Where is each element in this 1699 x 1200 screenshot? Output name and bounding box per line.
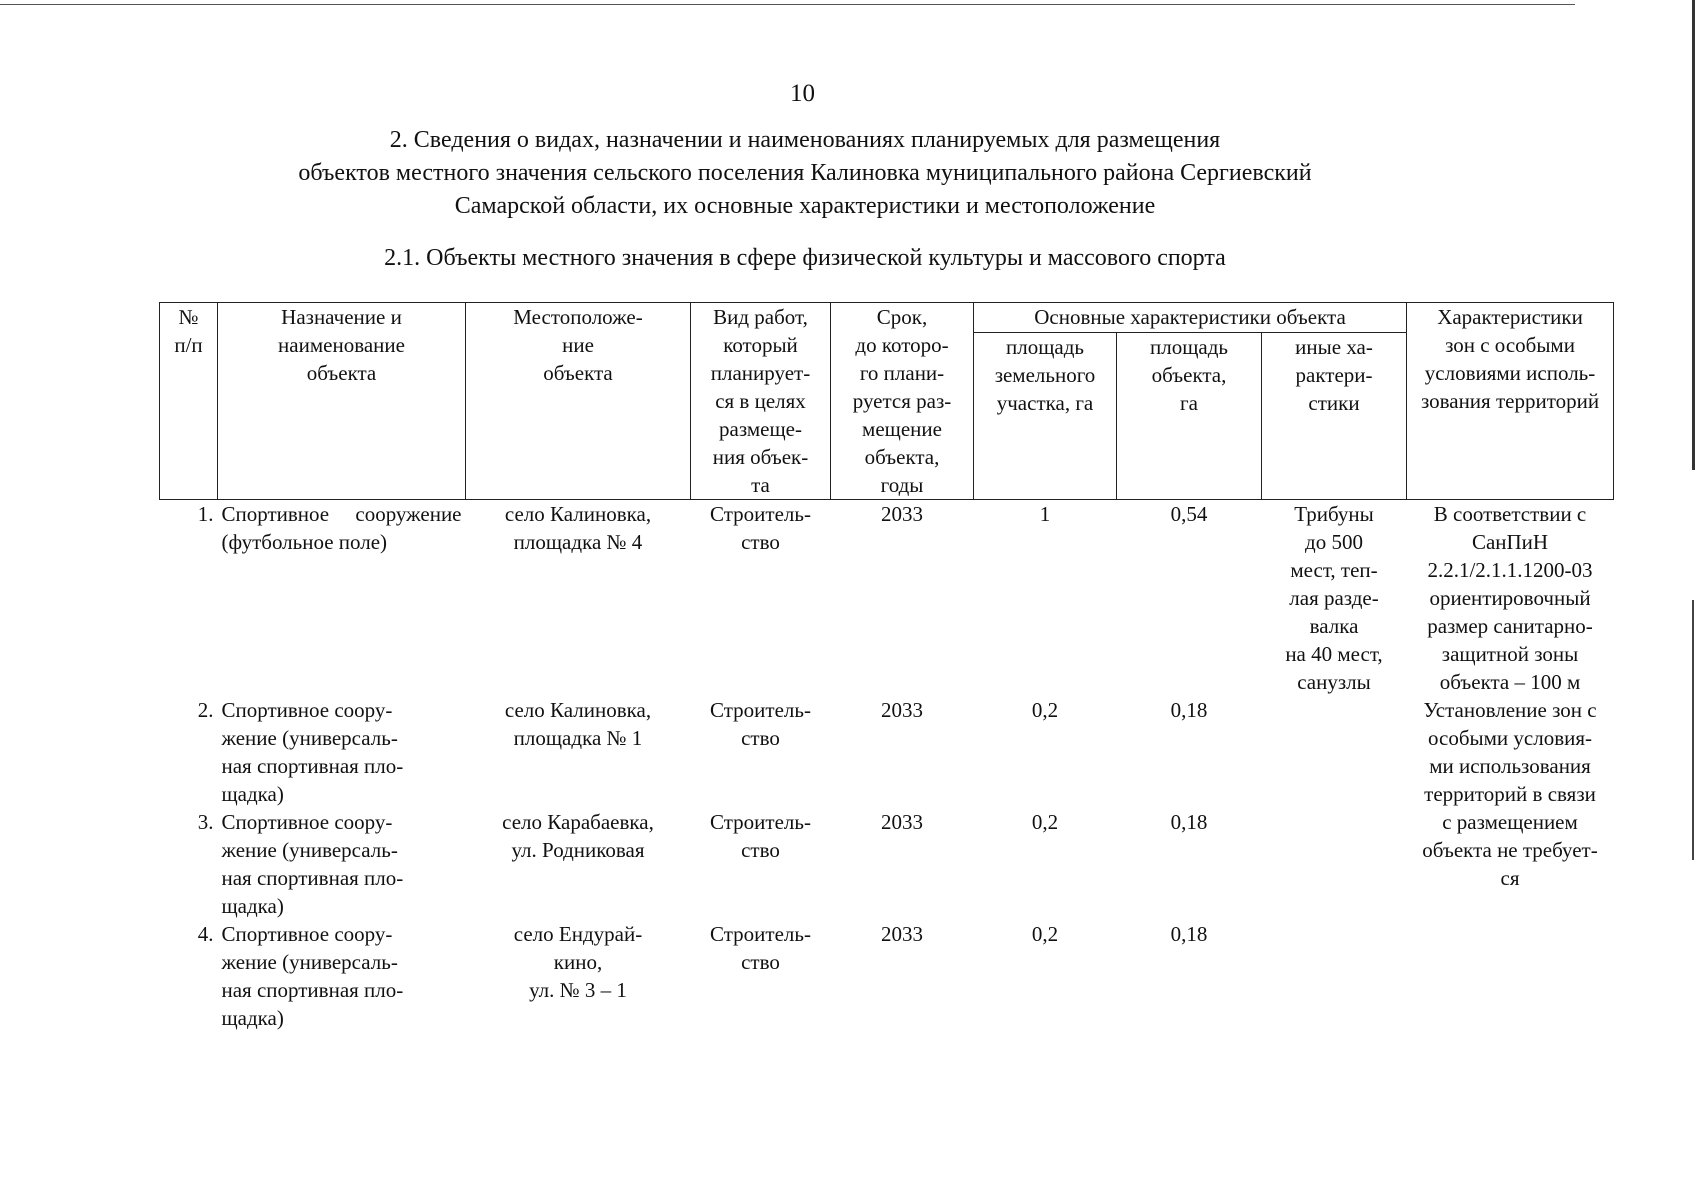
header-other-characteristics: иные ха- рактери- стики xyxy=(1262,333,1407,500)
row-num: 1. xyxy=(197,502,214,526)
header-land-area: площадь земельного участка, га xyxy=(974,333,1117,500)
row-location: село Калиновка, площадка № 4 xyxy=(504,502,652,554)
row-object-area: 0,54 xyxy=(1170,502,1208,526)
page-number: 10 xyxy=(790,80,815,107)
row-location: село Калиновка, площадка № 1 xyxy=(504,698,652,750)
row-land-area: 1 xyxy=(1039,502,1051,526)
row-zones: Установление зон с особыми условия- ми использования территорий в связи с размещением объекта не требует- ся xyxy=(1422,698,1598,890)
row-other-characteristics xyxy=(1262,920,1407,1032)
row-deadline: 2033 xyxy=(881,922,923,946)
row-other-characteristics: Трибуны до 500 мест, теп- лая разде- валка на 40 мест, санузлы xyxy=(1285,502,1383,694)
table-row xyxy=(160,500,1614,697)
header-object-area: площадь объекта, га xyxy=(1117,333,1262,500)
row-other-characteristics xyxy=(1262,696,1407,808)
table-row xyxy=(160,808,1614,920)
table-body xyxy=(160,500,1614,1033)
header-name: Назначение и наименование объекта xyxy=(218,303,466,500)
row-work-type: Строитель- ство xyxy=(710,922,811,974)
row-object-area: 0,18 xyxy=(1170,810,1208,834)
table-row xyxy=(160,696,1614,808)
section-title: 2. Сведения о видах, назначении и наименованиях планируемых для размещения объектов местного значения сельского поселения Калиновка муниципального района Сергиевский Самарской области, их основные характеристики и местоположение xyxy=(298,127,1312,219)
row-location: село Ендурай- кино, ул. № 3 – 1 xyxy=(513,922,643,1002)
row-land-area: 0,2 xyxy=(1031,810,1059,834)
objects-table xyxy=(159,302,1614,1032)
row-land-area: 0,2 xyxy=(1031,698,1059,722)
scan-edge-right xyxy=(1692,0,1695,470)
row-name: Спортивное сооружение (футбольное поле) xyxy=(221,502,462,554)
row-num: 4. xyxy=(197,922,214,946)
row-object-area: 0,18 xyxy=(1170,698,1208,722)
row-num: 2. xyxy=(197,698,214,722)
row-name: Спортивное соору- жение (универсаль- ная спортивная пло- щадка) xyxy=(221,922,404,1030)
header-zones: Характеристики зон с особыми условиями исполь- зования территорий xyxy=(1407,303,1614,500)
subsection-title: 2.1. Объекты местного значения в сфере физической культуры и массового спорта xyxy=(384,245,1226,271)
row-location: село Карабаевка, ул. Родниковая xyxy=(502,810,654,862)
header-location: Местоположе- ние объекта xyxy=(466,303,691,500)
row-land-area: 0,2 xyxy=(1031,922,1059,946)
row-name: Спортивное соору- жение (универсаль- ная спортивная пло- щадка) xyxy=(221,698,404,806)
row-deadline: 2033 xyxy=(881,810,923,834)
header-work-type: Вид работ, который планирует- ся в целях размеще- ния объек- та xyxy=(691,303,831,500)
row-work-type: Строитель- ство xyxy=(710,698,811,750)
header-num: № п/п xyxy=(160,303,218,500)
row-work-type: Строитель- ство xyxy=(710,810,811,862)
row-deadline: 2033 xyxy=(881,502,923,526)
scan-edge-top xyxy=(0,4,1575,5)
table-header xyxy=(160,303,1614,500)
row-num: 3. xyxy=(197,810,214,834)
row-deadline: 2033 xyxy=(881,698,923,722)
row-other-characteristics xyxy=(1262,808,1407,920)
table-row xyxy=(160,920,1614,1032)
header-main-characteristics: Основные характеристики объекта xyxy=(974,303,1407,333)
row-zones: В соответствии с СанПиН 2.2.1/2.1.1.1200-03 ориентировочный размер санитарно- защитной зоны объекта – 100 м xyxy=(1427,502,1593,694)
row-object-area: 0,18 xyxy=(1170,922,1208,946)
row-name: Спортивное соору- жение (универсаль- ная спортивная пло- щадка) xyxy=(221,810,404,918)
scan-edge-right-lower xyxy=(1692,600,1694,860)
header-deadline: Срок, до которо- го плани- руется раз- мещение объекта, годы xyxy=(831,303,974,500)
row-work-type: Строитель- ство xyxy=(710,502,811,554)
